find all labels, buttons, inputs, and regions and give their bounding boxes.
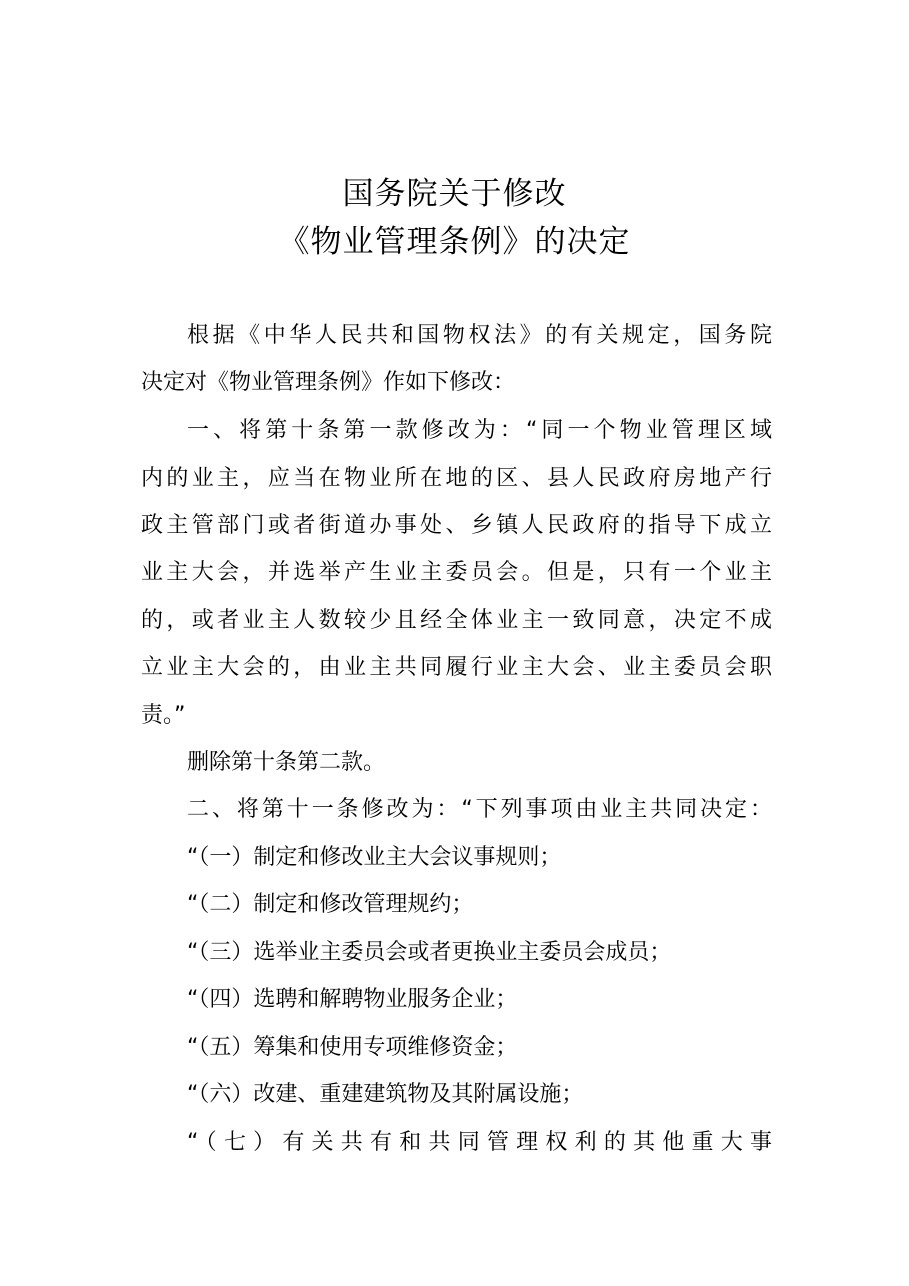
body-line-7: 的，或者业主人数较少且经全体业主一致同意，决定不成 <box>141 608 772 633</box>
body-line-4: 内的业主，应当在物业所在地的区、县人民政府房地产行 <box>141 466 772 491</box>
body-line-3: 一、将第十条第一款修改为：“同一个物业管理区域 <box>187 418 772 443</box>
body-line-18: “（七）有关共有和共同管理权利的其他重大事 <box>187 1130 772 1155</box>
body-line-16: “（五）筹集和使用专项维修资金； <box>187 1035 518 1060</box>
document-title-line-1: 国务院关于修改 <box>342 176 567 212</box>
body-line-5: 政主管部门或者街道办事处、乡镇人民政府的指导下成立 <box>141 513 772 538</box>
body-line-14: “（三）选举业主委员会或者更换业主委员会成员； <box>187 940 672 965</box>
body-line-6: 业主大会，并选举产生业主委员会。但是，只有一个业主 <box>141 560 772 585</box>
body-line-15: “（四）选聘和解聘物业服务企业； <box>187 987 518 1012</box>
body-line-8: 立业主大会的，由业主共同履行业主大会、业主委员会职 <box>141 655 772 680</box>
body-line-17: “（六）改建、重建建筑物及其附属设施； <box>187 1082 584 1107</box>
document-title-line-2: 《物业管理条例》的决定 <box>278 224 631 260</box>
body-line-9: 责。” <box>141 703 186 728</box>
body-line-12: “（一）制定和修改业主大会议事规则； <box>187 845 562 870</box>
body-line-10: 删除第十条第二款。 <box>187 750 386 775</box>
body-line-13: “（二）制定和修改管理规约； <box>187 892 474 917</box>
body-line-1: 根据《中华人民共和国物权法》的有关规定，国务院 <box>187 323 772 348</box>
body-line-11: 二、将第十一条修改为：“下列事项由业主共同决定： <box>187 797 772 822</box>
body-line-2: 决定对《物业管理条例》作如下修改： <box>141 370 516 395</box>
